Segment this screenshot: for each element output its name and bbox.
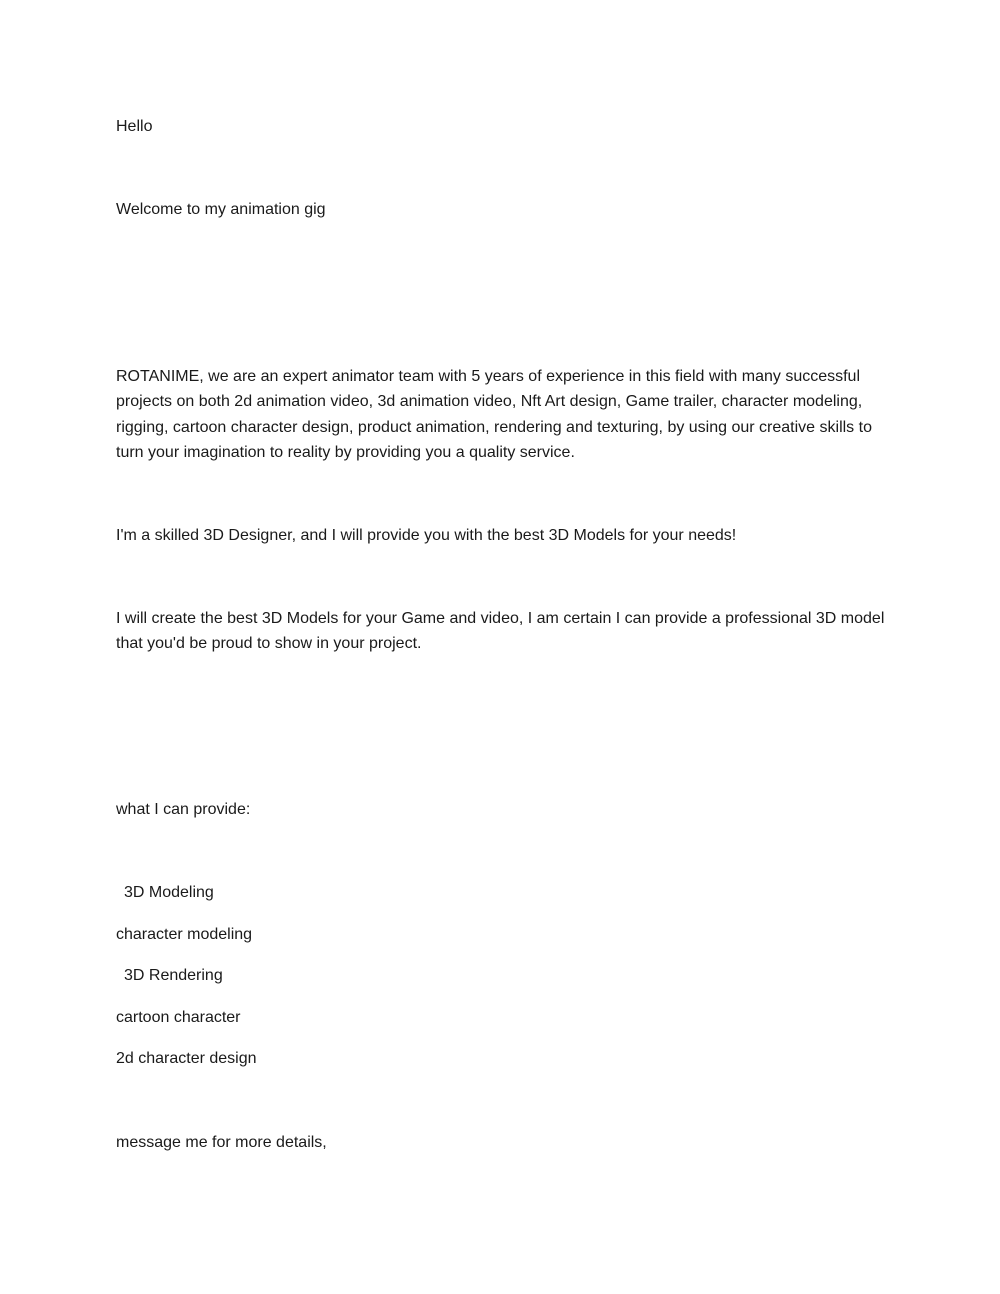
service-item-2d-character-design: 2d character design (116, 1050, 257, 1067)
service-item-3d-rendering: 3D Rendering (124, 967, 223, 984)
skill-statement: I'm a skilled 3D Designer, and I will provide you with the best 3D Models for your needs! (116, 527, 737, 544)
service-item-cartoon-character: cartoon character (116, 1009, 241, 1026)
welcome-text: Welcome to my animation gig (116, 201, 326, 218)
intro-paragraph: ROTANIME, we are an expert animator team with 5 years of experience in this field with many successful projects on both 2d animation video, 3d animation video, Nft Art design, Game trailer, character modeling, rigging, cartoon character design, product animation, rendering and texturing, by using our creative skills to turn your imagination to reality by providing you a quality service. (116, 368, 872, 461)
offer-paragraph: I will create the best 3D Models for your Game and video, I am certain I can provide a professional 3D model that you'd be proud to show in your project. (116, 610, 885, 653)
service-item-3d-modeling: 3D Modeling (124, 884, 214, 901)
services-heading: what I can provide: (116, 801, 251, 818)
closing-text: message me for more details, (116, 1134, 327, 1151)
service-item-character-modeling: character modeling (116, 926, 253, 943)
greeting-text: Hello (116, 118, 153, 135)
